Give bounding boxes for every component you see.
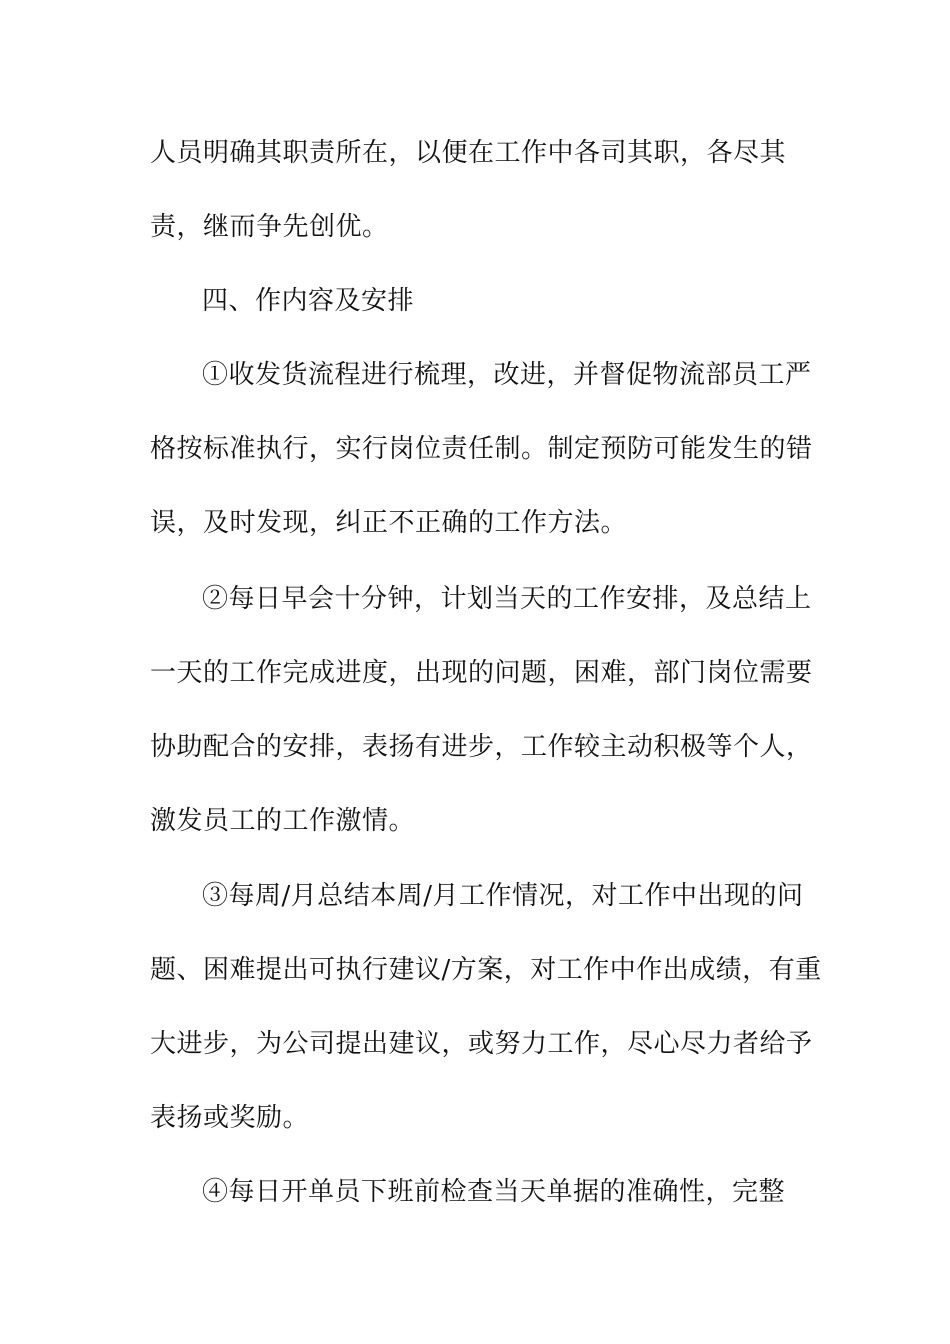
text-line-12: 题、困难提出可执行建议/方案，对工作中作出成绩，有重 [150,955,822,985]
text-line-11: ③每周/月总结本周/月工作情况，对工作中出现的问 [202,881,804,911]
text-line-9: 协助配合的安排，表扬有进步，工作较主动积极等个人， [150,732,813,762]
text-line-14: 表扬或奖励。 [150,1103,310,1133]
text-line-15: ④每日开单员下班前检查当天单据的准确性，完整 [202,1177,786,1207]
text-line-5: 格按标准执行，实行岗位责任制。制定预防可能发生的错 [150,434,813,464]
section-heading: 四、作内容及安排 [202,286,415,316]
text-line-10: 激发员工的工作激情。 [150,806,416,836]
text-line-2: 责，继而争先创优。 [150,212,389,242]
text-line-13: 大进步，为公司提出建议，或努力工作，尽心尽力者给予 [150,1029,813,1059]
text-line-1: 人员明确其职责所在，以便在工作中各司其职，各尽其 [150,138,787,168]
text-line-4: ①收发货流程进行梳理，改进，并督促物流部员工严 [202,360,812,390]
text-line-8: 一天的工作完成进度，出现的问题，困难，部门岗位需要 [150,658,813,688]
text-line-6: 误，及时发现，纠正不正确的工作方法。 [150,508,628,538]
text-line-7: ②每日早会十分钟，计划当天的工作安排，及总结上 [202,584,812,614]
